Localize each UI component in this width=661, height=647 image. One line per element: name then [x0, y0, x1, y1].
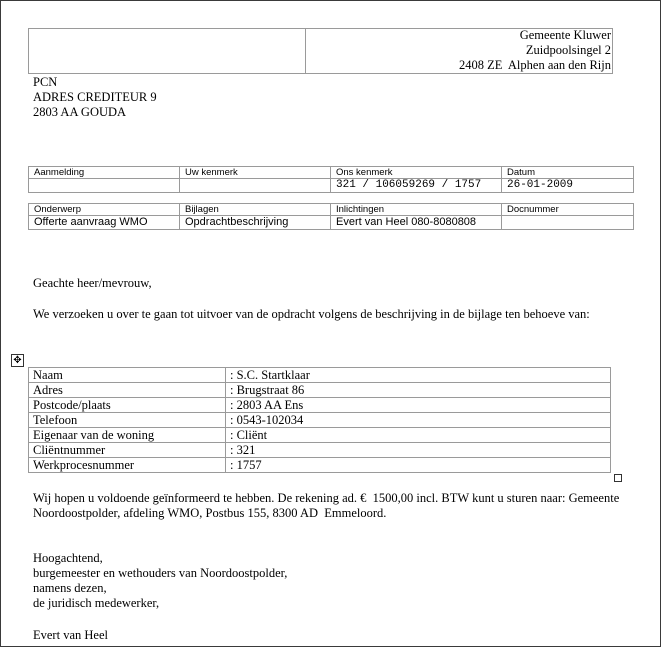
label-bijlagen: Bijlagen — [180, 204, 331, 216]
sender-address — [459, 28, 611, 73]
reference-table — [28, 166, 634, 230]
recipient-street: ADRES CREDITEUR 9 — [33, 90, 157, 104]
table-row — [29, 458, 611, 473]
label-onderwerp: Onderwerp — [29, 204, 180, 216]
sign-off-line: Hoogachtend, — [33, 551, 103, 565]
reference-values-row-2 — [29, 216, 634, 230]
client-key-postcode: Postcode/plaats — [29, 398, 226, 413]
client-key-eigenaar: Eigenaar van de woning — [29, 428, 226, 443]
sign-off — [33, 551, 287, 611]
table-row — [29, 413, 611, 428]
client-value-postcode: : 2803 AA Ens — [226, 398, 611, 413]
table-row — [29, 443, 611, 458]
client-value-adres: : Brugstraat 86 — [226, 383, 611, 398]
table-resize-handle-icon[interactable] — [614, 474, 622, 482]
label-inlichtingen: Inlichtingen — [331, 204, 502, 216]
client-key-adres: Adres — [29, 383, 226, 398]
label-ons-kenmerk: Ons kenmerk — [331, 167, 502, 179]
value-bijlagen: Opdrachtbeschrijving — [180, 216, 331, 230]
client-value-telefoon: : 0543-102034 — [226, 413, 611, 428]
value-onderwerp: Offerte aanvraag WMO — [29, 216, 180, 230]
reference-values-row-1 — [29, 179, 634, 193]
label-uw-kenmerk: Uw kenmerk — [180, 167, 331, 179]
value-uw-kenmerk — [180, 179, 331, 193]
sign-off-line: burgemeester en wethouders van Noordoostpolder, — [33, 566, 288, 580]
client-value-clientnummer: : 321 — [226, 443, 611, 458]
client-details-table — [28, 367, 611, 473]
table-row — [29, 428, 611, 443]
table-row — [29, 383, 611, 398]
client-value-eigenaar: : Cliënt — [226, 428, 611, 443]
move-arrows-icon[interactable]: ✥ — [11, 354, 24, 367]
recipient-city: 2803 AA GOUDA — [33, 105, 127, 119]
reference-labels-row-2 — [29, 204, 634, 216]
sender-street: Zuidpoolsingel 2 — [525, 43, 611, 57]
closing-paragraph: Wij hopen u voldoende geïnformeerd te hebben. De rekening ad. € 1500,00 incl. BTW kunt u sturen naar: Gemeente Noordoostpolder, afdeling WMO, Postbus 155, 8300 AD Emmeloord. — [33, 491, 623, 520]
value-inlichtingen: Evert van Heel 080-8080808 — [331, 216, 502, 230]
client-key-telefoon: Telefoon — [29, 413, 226, 428]
table-row — [29, 398, 611, 413]
client-value-naam: : S.C. Startklaar — [226, 368, 611, 383]
client-key-naam: Naam — [29, 368, 226, 383]
recipient-name: PCN — [33, 75, 58, 89]
label-datum: Datum — [502, 167, 634, 179]
label-aanmelding: Aanmelding — [29, 167, 180, 179]
client-key-werkprocesnummer: Werkprocesnummer — [29, 458, 226, 473]
intro-paragraph: We verzoeken u over te gaan tot uitvoer van de opdracht volgens de beschrijving in de bijlage ten behoeve van: — [33, 307, 590, 321]
sender-name: Gemeente Kluwer — [519, 28, 611, 42]
salutation: Geachte heer/mevrouw, — [33, 276, 152, 290]
client-key-clientnummer: Cliëntnummer — [29, 443, 226, 458]
sign-off-line: namens dezen, — [33, 581, 107, 595]
label-docnummer: Docnummer — [502, 204, 634, 216]
reference-labels-row-1 — [29, 167, 634, 179]
sender-box-divider — [305, 28, 306, 74]
value-aanmelding — [29, 179, 180, 193]
table-row — [29, 368, 611, 383]
signer-name: Evert van Heel — [33, 628, 108, 642]
sign-off-line: de juridisch medewerker, — [33, 596, 160, 610]
recipient-address — [33, 75, 157, 120]
value-docnummer — [502, 216, 634, 230]
value-datum: 26-01-2009 — [502, 179, 634, 193]
sender-city: 2408 ZE Alphen aan den Rijn — [458, 58, 611, 72]
value-ons-kenmerk: 321 / 106059269 / 1757 — [331, 179, 502, 193]
client-value-werkprocesnummer: : 1757 — [226, 458, 611, 473]
